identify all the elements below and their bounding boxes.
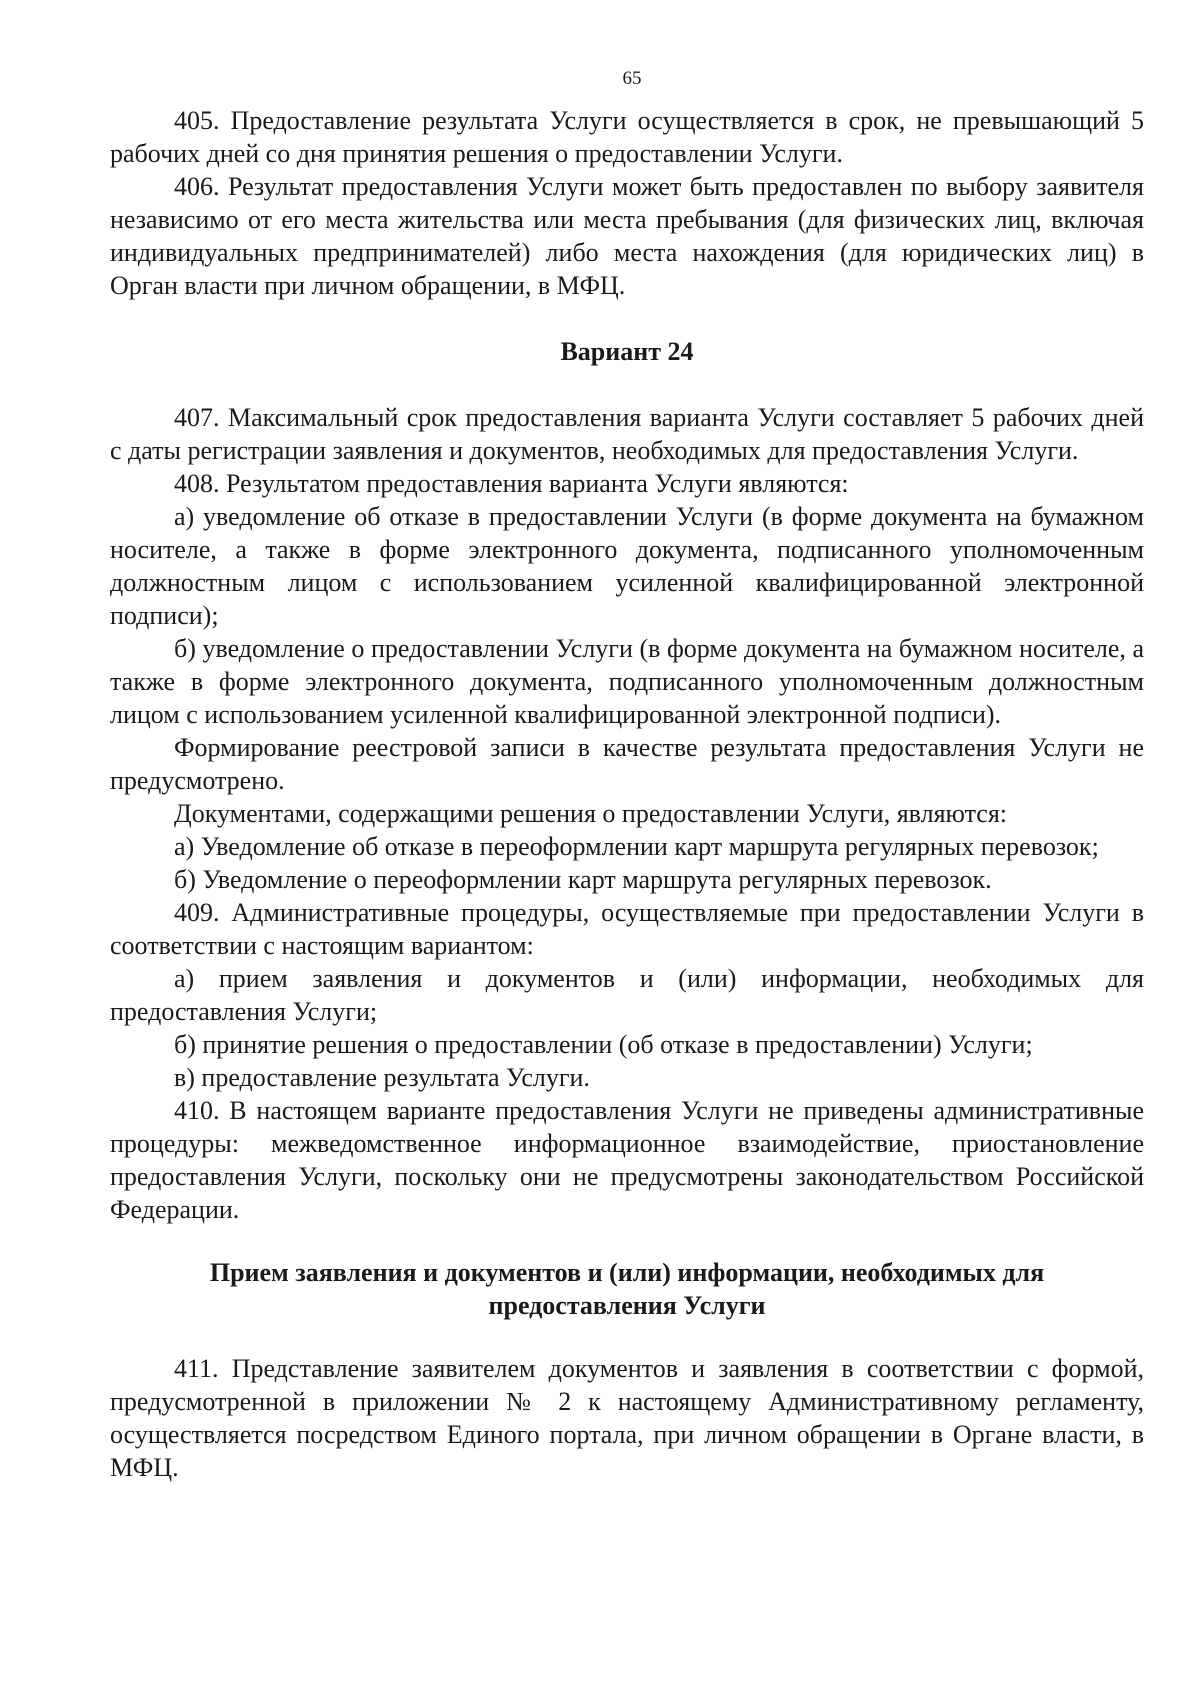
- paragraph-409: 409. Административные процедуры, осуществляемые при предоставлении Услуги в соответствии с настоящим вариантом:: [110, 898, 1144, 960]
- paragraph-documents: Документами, содержащими решения о предоставлении Услуги, являются:: [174, 799, 1008, 828]
- paragraph-registry: Формирование реестровой записи в качестве результата предоставления Услуги не предусмотрено.: [110, 733, 1144, 795]
- paragraph-documents-b: б) Уведомление о переоформлении карт маршрута регулярных перевозок.: [174, 865, 992, 894]
- paragraph-405: 405. Предоставление результата Услуги осуществляется в срок, не превышающий 5 рабочих дней со дня принятия решения о предоставлении Услуги.: [110, 106, 1144, 168]
- paragraph-410: 410. В настоящем варианте предоставления Услуги не приведены административные процедуры: межведомственное информационное взаимодействие, приостановление предоставления Услуги, поскольку они не предусмотрены законодательством Российской Федерации.: [110, 1096, 1144, 1224]
- paragraph-408: 408. Результатом предоставления варианта Услуги являются:: [174, 469, 849, 498]
- paragraph-408-a: а) уведомление об отказе в предоставлении Услуги (в форме документа на бумажном носителе, а также в форме электронного документа, подписанного уполномоченным должностным лицом с использованием усиленной квалифицированной электронной подписи);: [110, 502, 1144, 630]
- paragraph-408-b: б) уведомление о предоставлении Услуги (в форме документа на бумажном носителе, а также в форме электронного документа, подписанного уполномоченным должностным лицом с использованием усиленной квалифицированной электронной подписи).: [110, 634, 1144, 729]
- document-body: [110, 104, 1144, 1484]
- paragraph-409-a: а) прием заявления и документов и (или) информации, необходимых для предоставления Услуги;: [110, 964, 1144, 1026]
- page-number: 65: [622, 68, 642, 89]
- paragraph-409-b: б) принятие решения о предоставлении (об отказе в предоставлении) Услуги;: [174, 1030, 1033, 1059]
- paragraph-406: 406. Результат предоставления Услуги может быть предоставлен по выбору заявителя независимо от его места жительства или места пребывания (для физических лиц, включая индивидуальных предпринимателей) либо места нахождения (для юридических лиц) в Орган власти при личном обращении, в МФЦ.: [110, 172, 1144, 300]
- paragraph-documents-a: а) Уведомление об отказе в переоформлении карт маршрута регулярных перевозок;: [174, 832, 1099, 861]
- paragraph-411: 411. Представление заявителем документов и заявления в соответствии с формой, предусмотренной в приложении № 2 к настоящему Административному регламенту, осуществляется посредством Единого портала, при личном обращении в Органе власти, в МФЦ.: [110, 1354, 1144, 1482]
- paragraph-409-c: в) предоставление результата Услуги.: [174, 1063, 590, 1092]
- paragraph-407: 407. Максимальный срок предоставления варианта Услуги составляет 5 рабочих дней с даты регистрации заявления и документов, необходимых для предоставления Услуги.: [110, 403, 1144, 465]
- section-heading: Прием заявления и документов и (или) информации, необходимых для предоставления Услуги: [209, 1258, 1045, 1320]
- variant-heading: Вариант 24: [560, 337, 694, 366]
